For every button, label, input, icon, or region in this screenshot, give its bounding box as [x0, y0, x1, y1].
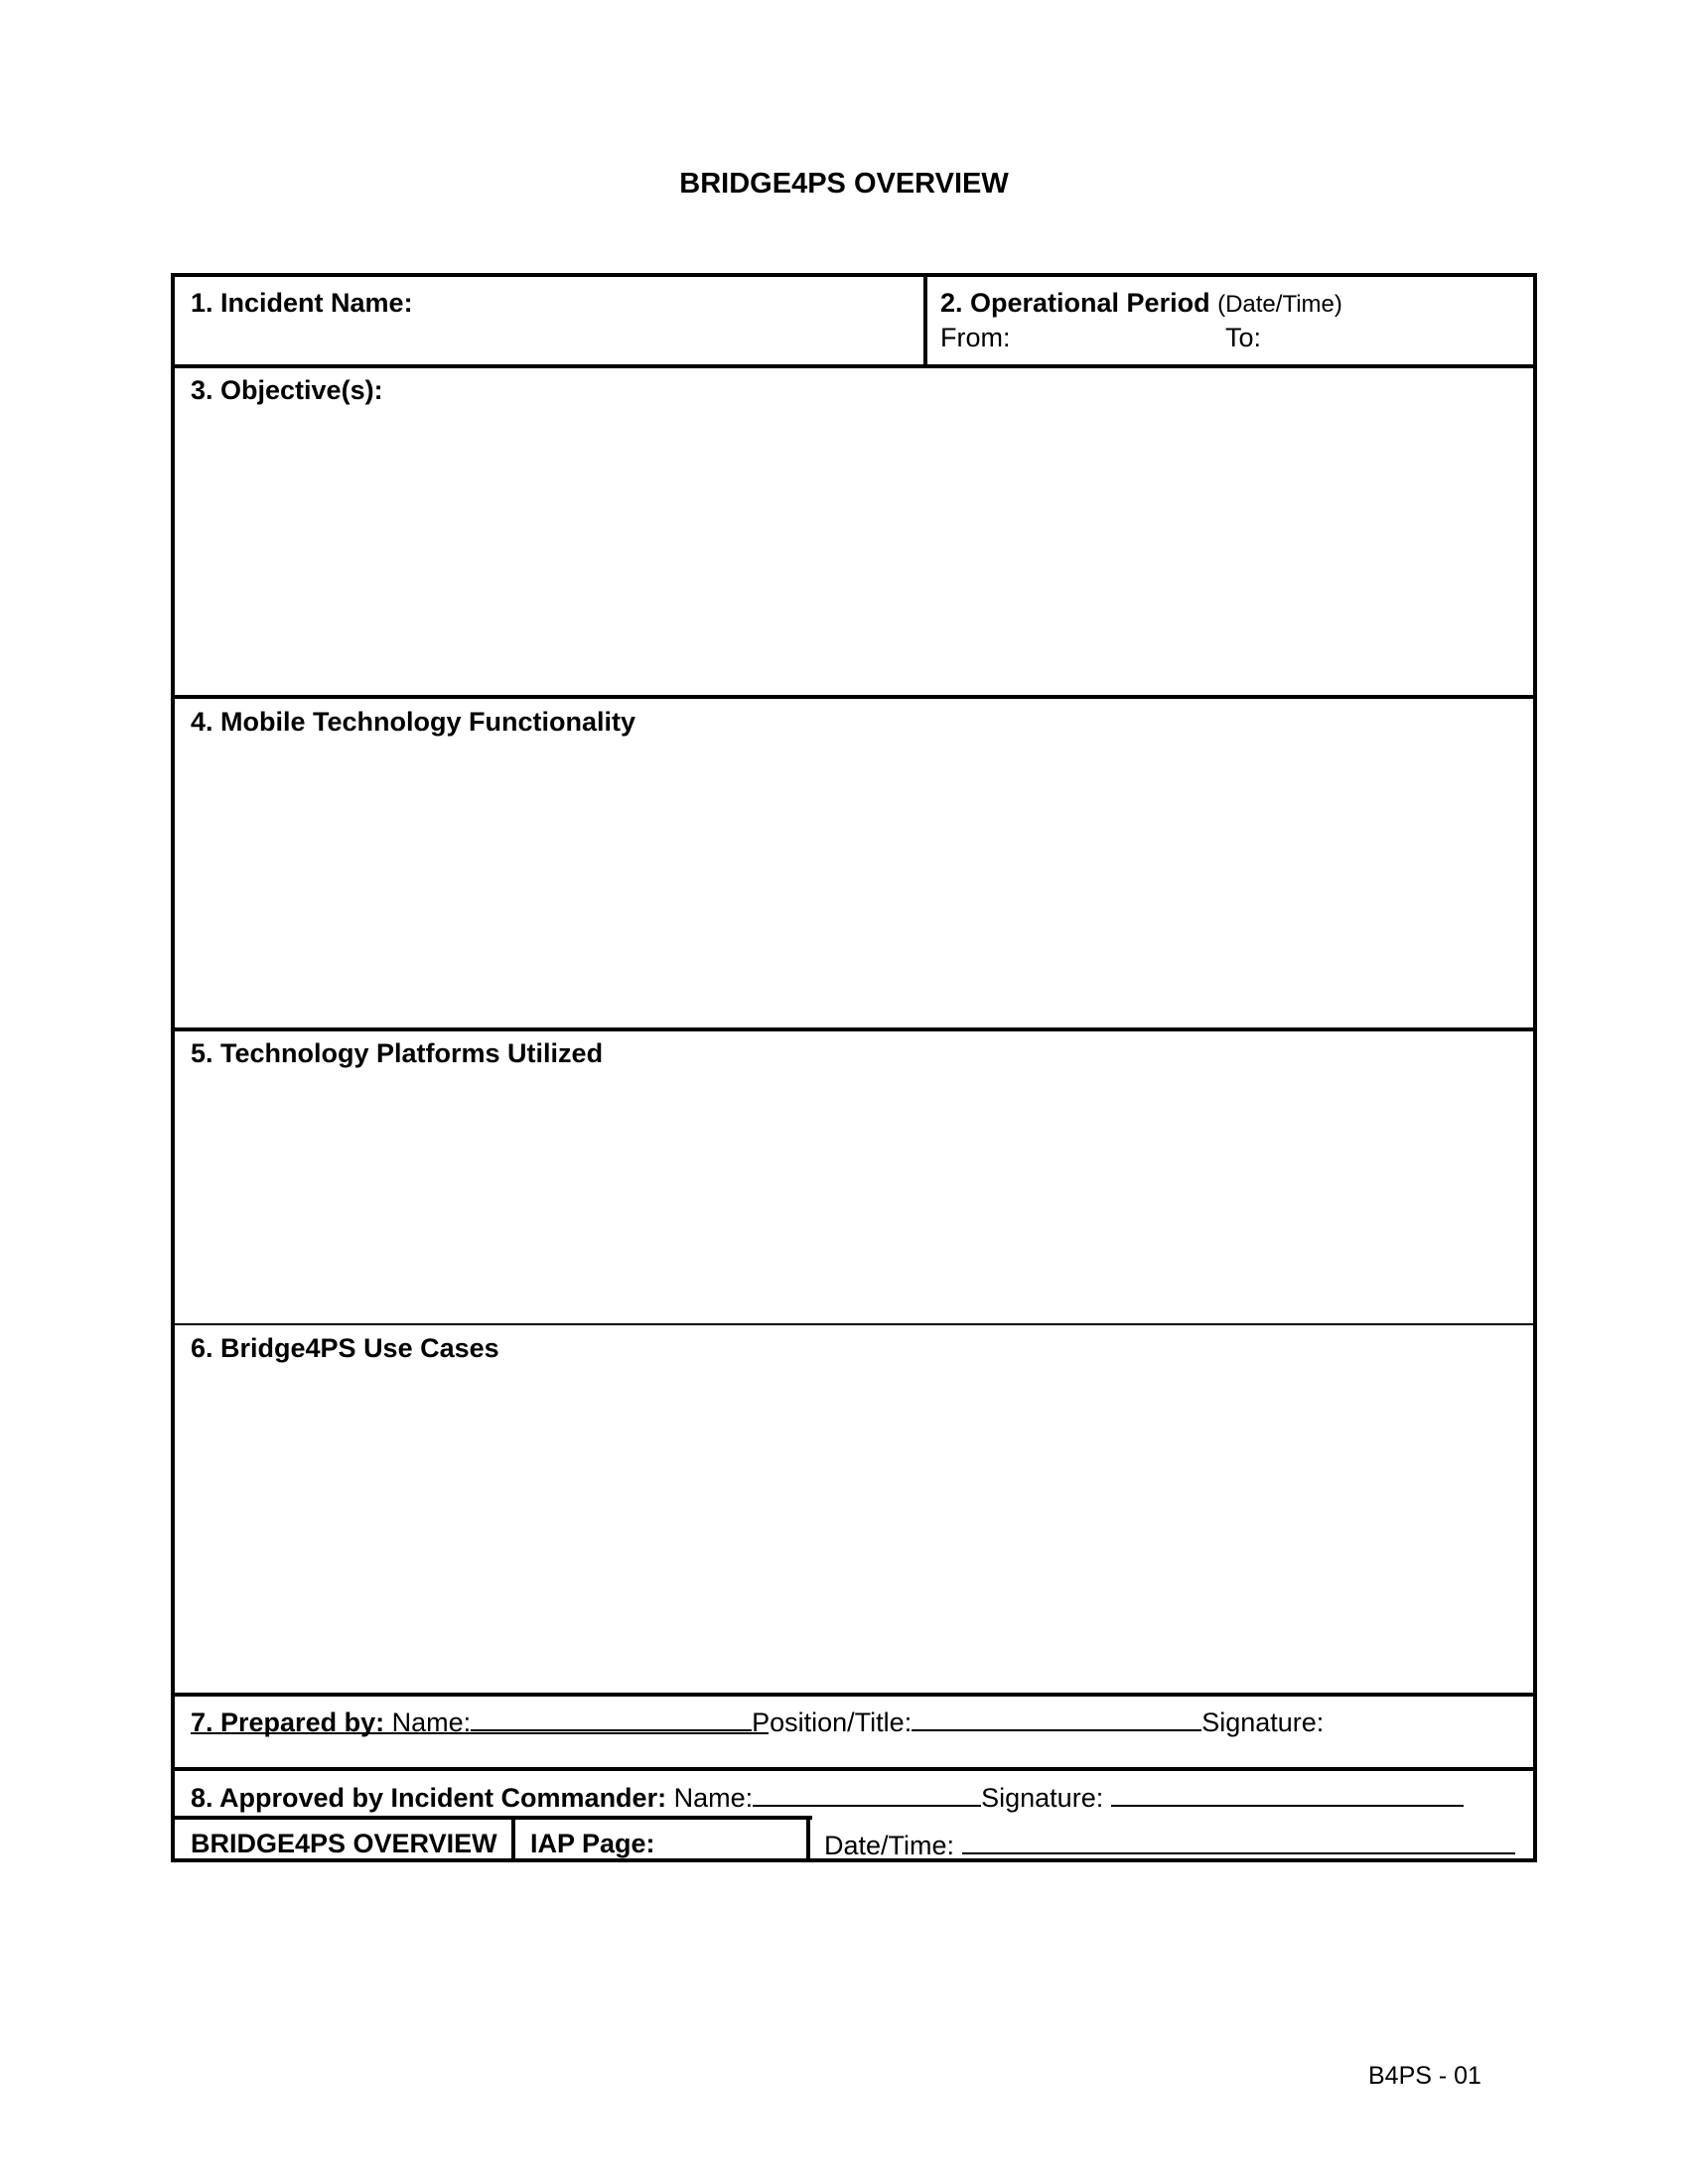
period-from-label: From: [940, 323, 1011, 352]
operational-period-header [940, 290, 1342, 317]
mobile-tech-label: 4. Mobile Technology Functionality [191, 707, 636, 737]
footer-date-time-row [824, 1831, 1515, 1859]
objectives-label: 3. Objective(s): [191, 375, 383, 405]
prepared-signature-line[interactable] [191, 1732, 769, 1734]
row-divider [175, 1693, 1533, 1697]
footer-column-divider [511, 1817, 515, 1862]
row-divider [175, 364, 1533, 368]
footer-form-name: BRIDGE4PS OVERVIEW [191, 1829, 497, 1858]
platforms-label: 5. Technology Platforms Utilized [191, 1038, 604, 1068]
approved-signature-label: Signature: [981, 1783, 1104, 1813]
footer-iap-page: IAP Page: [530, 1829, 655, 1858]
period-to-label: To: [1225, 323, 1262, 352]
footer-date-time-line[interactable] [962, 1831, 1515, 1854]
prepared-position-line[interactable] [912, 1707, 1201, 1731]
row-divider [175, 1027, 1533, 1031]
row-divider [175, 695, 1533, 699]
column-divider [923, 277, 927, 366]
operational-period-qualifier: (Date/Time) [1217, 291, 1342, 318]
prepared-by-label: 7. Prepared by: [191, 1707, 385, 1737]
form-code: B4PS - 01 [1368, 2062, 1481, 2090]
form-table [171, 273, 1537, 1862]
approved-name-label: Name: [673, 1783, 754, 1813]
footer-divider [175, 1816, 812, 1820]
approved-signature-line[interactable] [1111, 1783, 1464, 1807]
prepared-name-line[interactable] [471, 1707, 752, 1731]
approved-by-label: 8. Approved by Incident Commander: [191, 1783, 667, 1813]
footer-column-divider [806, 1817, 810, 1862]
document-title: BRIDGE4PS OVERVIEW [679, 168, 1009, 200]
prepared-name-label: Name: [391, 1707, 472, 1737]
operational-period-label: 2. Operational Period [940, 288, 1210, 318]
approved-by-row [191, 1783, 1464, 1812]
footer-date-time-label: Date/Time: [824, 1831, 955, 1860]
row-divider [175, 1767, 1533, 1771]
row-divider [175, 1323, 1533, 1325]
prepared-signature-label: Signature: [1201, 1707, 1325, 1737]
incident-name-label: 1. Incident Name: [191, 288, 413, 318]
approved-name-line[interactable] [753, 1783, 981, 1807]
use-cases-label: 6. Bridge4PS Use Cases [191, 1333, 499, 1363]
prepared-position-label: Position/Title: [752, 1707, 913, 1737]
